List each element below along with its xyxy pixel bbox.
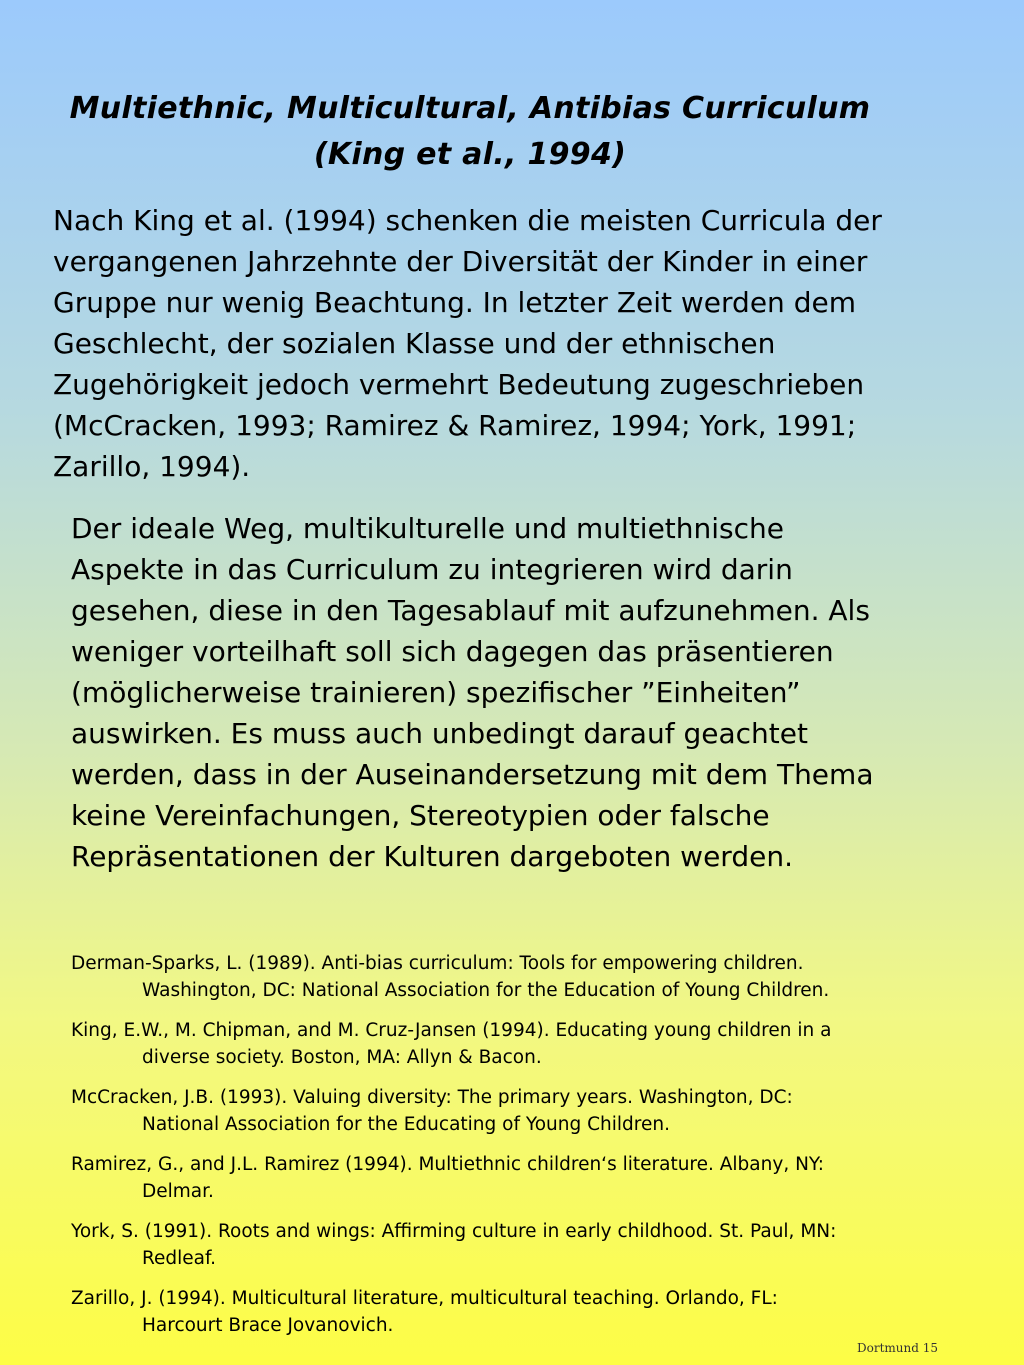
reference-line: McCracken, J.B. (1993). Valuing diversity: The primary years. Washington, DC: bbox=[71, 1087, 793, 1108]
reference-item bbox=[71, 1218, 991, 1272]
paragraph-line: Geschlecht, der sozialen Klasse und der ethnischen bbox=[53, 327, 776, 360]
paragraph-line: vergangenen Jahrzehnte der Diversität der Kinder in einer bbox=[53, 245, 868, 278]
paragraph-line: Der ideale Weg, multikulturelle und multiethnische bbox=[71, 512, 785, 545]
reference-line-continued: National Association for the Educating of Young Children. bbox=[142, 1114, 670, 1135]
reference-item bbox=[71, 1084, 991, 1138]
paragraph-line: gesehen, diese in den Tagesablauf mit aufzunehmen. Als bbox=[71, 594, 870, 627]
paragraph-line: Gruppe nur wenig Beachtung. In letzter Zeit werden dem bbox=[53, 286, 856, 319]
paragraph-line: weniger vorteilhaft soll sich dagegen das präsentieren bbox=[71, 635, 834, 668]
reference-item bbox=[71, 1017, 991, 1071]
reference-line: Zarillo, J. (1994). Multicultural literature, multicultural teaching. Orlando, FL: bbox=[71, 1288, 778, 1309]
reference-item bbox=[71, 1285, 991, 1339]
paragraph-line: Zarillo, 1994). bbox=[53, 450, 251, 483]
reference-line: Derman-Sparks, L. (1989). Anti-bias curriculum: Tools for empowering children. bbox=[71, 953, 804, 974]
reference-item bbox=[71, 950, 991, 1004]
page-title bbox=[0, 86, 940, 178]
paragraph-line: Nach King et al. (1994) schenken die meisten Curricula der bbox=[53, 204, 882, 237]
reference-line-continued: Redleaf. bbox=[142, 1248, 217, 1269]
intro-paragraph bbox=[53, 200, 1003, 487]
reference-line: Ramirez, G., and J.L. Ramirez (1994). Multiethnic children‘s literature. Albany, NY: bbox=[71, 1154, 824, 1175]
paragraph-line: werden, dass in der Auseinandersetzung mit dem Thema bbox=[71, 758, 874, 791]
second-paragraph bbox=[71, 508, 1011, 877]
title-line-1: Multiethnic, Multicultural, Antibias Curriculum bbox=[69, 91, 871, 127]
reference-item bbox=[71, 1151, 991, 1205]
reference-line-continued: diverse society. Boston, MA: Allyn & Bacon. bbox=[142, 1047, 542, 1068]
paragraph-line: Repräsentationen der Kulturen dargeboten werden. bbox=[71, 840, 793, 873]
reference-list bbox=[71, 950, 991, 1352]
reference-line-continued: Delmar. bbox=[142, 1181, 214, 1202]
reference-line: King, E.W., M. Chipman, and M. Cruz-Jansen (1994). Educating young children in a bbox=[71, 1020, 832, 1041]
reference-line-continued: Washington, DC: National Association for the Education of Young Children. bbox=[142, 980, 830, 1001]
paragraph-line: auswirken. Es muss auch unbedingt darauf geachtet bbox=[71, 717, 808, 750]
paragraph-line: Zugehörigkeit jedoch vermehrt Bedeutung zugeschrieben bbox=[53, 368, 865, 401]
reference-line: York, S. (1991). Roots and wings: Affirming culture in early childhood. St. Paul, MN: bbox=[71, 1221, 837, 1242]
paragraph-line: (McCracken, 1993; Ramirez & Ramirez, 1994; York, 1991; bbox=[53, 409, 857, 442]
paragraph-line: (möglicherweise trainieren) spezifischer ”Einheiten” bbox=[71, 676, 801, 709]
page-footer: Dortmund 15 bbox=[856, 1341, 938, 1355]
paragraph-line: Aspekte in das Curriculum zu integrieren wird darin bbox=[71, 553, 793, 586]
reference-line-continued: Harcourt Brace Jovanovich. bbox=[142, 1315, 394, 1336]
title-line-2: (King et al., 1994) bbox=[313, 137, 627, 173]
paragraph-line: keine Vereinfachungen, Stereotypien oder falsche bbox=[71, 799, 770, 832]
